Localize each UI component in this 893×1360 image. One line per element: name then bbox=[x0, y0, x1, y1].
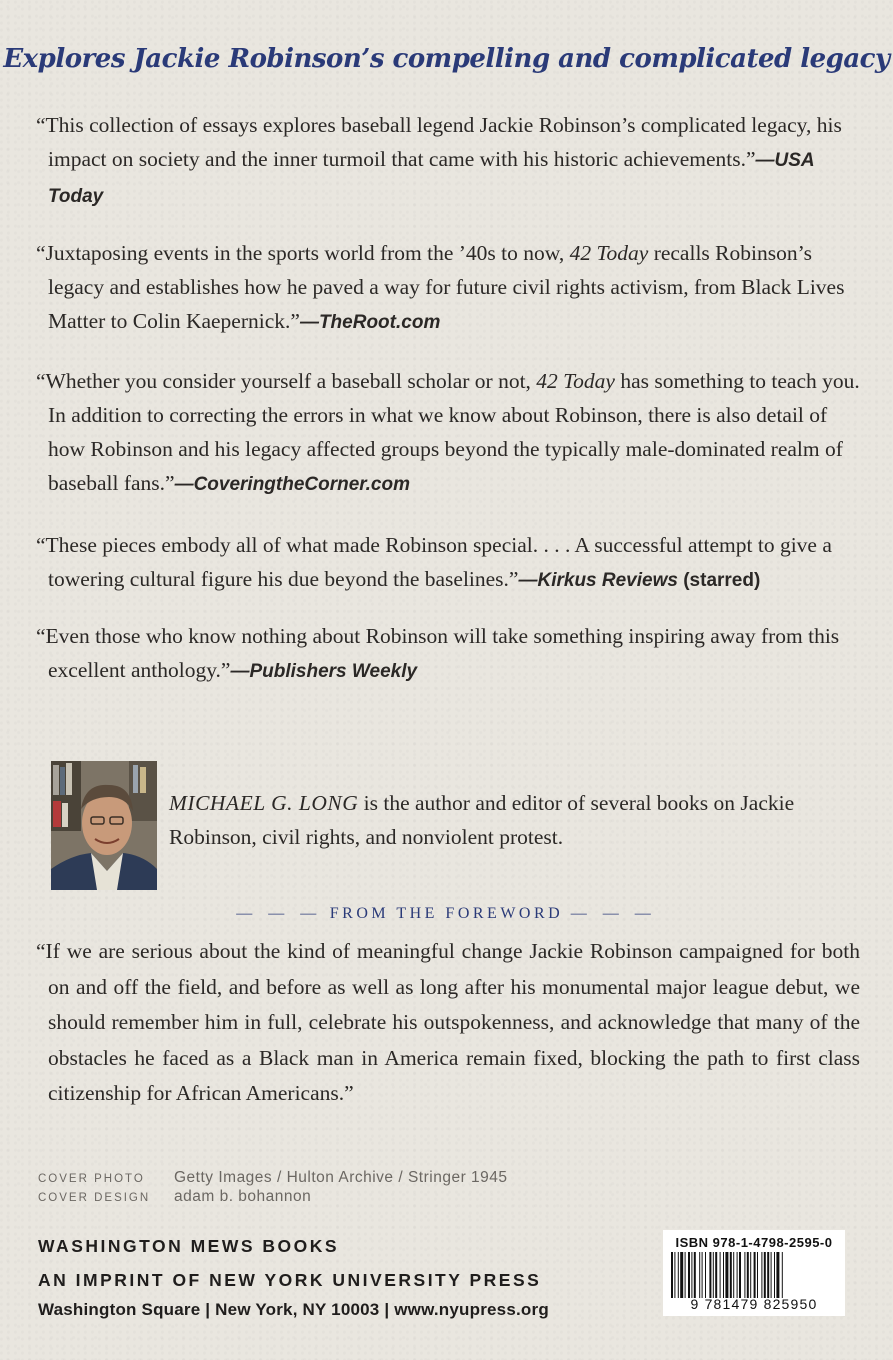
quote-source-note: (starred) bbox=[677, 570, 761, 591]
book-title: 42 Today bbox=[536, 369, 615, 393]
barcode-bar bbox=[725, 1252, 728, 1298]
barcode-bar bbox=[709, 1252, 711, 1298]
quote-source: —CoveringtheCorner.com bbox=[174, 474, 410, 495]
barcode-bar bbox=[782, 1252, 783, 1298]
barcode-bar bbox=[747, 1252, 749, 1298]
barcode-bar bbox=[715, 1252, 717, 1298]
quote-source: —Publishers Weekly bbox=[230, 661, 418, 682]
isbn-text: ISBN 978-1-4798-2595-0 bbox=[675, 1235, 833, 1250]
credit-value: Getty Images / Hulton Archive / Stringer 1945 bbox=[174, 1169, 508, 1186]
barcode-bar bbox=[767, 1252, 769, 1298]
barcode-bar bbox=[713, 1252, 714, 1298]
barcode-bar bbox=[671, 1252, 673, 1298]
review-quote bbox=[36, 528, 868, 598]
barcode-bar bbox=[678, 1252, 679, 1298]
barcode-bar bbox=[720, 1252, 721, 1298]
barcode-bar bbox=[699, 1252, 700, 1298]
barcode-bar bbox=[691, 1252, 692, 1298]
barcode-bar bbox=[754, 1252, 756, 1298]
barcode-bar bbox=[674, 1252, 675, 1298]
book-title: 42 Today bbox=[569, 241, 649, 265]
quote-text: “These pieces embody all of what made Robinson special. . . . A successful attempt to give a towering cultural figure his due beyond the baselines.” bbox=[36, 533, 832, 591]
author-name: MICHAEL G. LONG bbox=[169, 791, 359, 815]
foreword-heading bbox=[0, 905, 893, 923]
barcode-bar bbox=[688, 1252, 690, 1298]
review-quote bbox=[36, 108, 868, 214]
barcode-bar bbox=[737, 1252, 738, 1298]
quote-text: “This collection of essays explores baseball legend Jackie Robinson’s complicated legacy, his impact on society and the inner turmoil that came with his historic achievements.” bbox=[36, 113, 842, 171]
author-bio bbox=[169, 786, 849, 854]
quote-source: —Kirkus Reviews bbox=[518, 570, 678, 591]
credit-design bbox=[38, 1188, 508, 1207]
barcode-digits: 9 781479 825950 bbox=[690, 1296, 818, 1312]
barcode-bar bbox=[685, 1252, 686, 1298]
barcode-bar bbox=[757, 1252, 758, 1298]
author-portrait bbox=[51, 761, 157, 890]
quote-text: “Whether you consider yourself a baseball scholar or not, bbox=[36, 369, 537, 393]
barcode-bar bbox=[750, 1252, 751, 1298]
credit-value: adam b. bohannon bbox=[174, 1188, 312, 1205]
decorative-dashes-left: — — — bbox=[236, 905, 323, 922]
review-quote bbox=[36, 619, 868, 689]
barcode-bar bbox=[694, 1252, 696, 1298]
cover-credits bbox=[38, 1169, 508, 1207]
barcode-bar bbox=[739, 1252, 741, 1298]
foreword-label: FROM THE FOREWORD bbox=[329, 905, 564, 922]
barcode-bar bbox=[733, 1252, 734, 1298]
isbn-barcode bbox=[663, 1230, 845, 1316]
quote-source: —USA Today bbox=[48, 150, 814, 207]
foreword-quote: “If we are serious about the kind of meaningful change Jackie Robinson campaigned for both on and off the field, and before as well as long after his monumental major league debut, we should remember him in full, celebrate his outspokenness, and acknowledge that many of the obstacles he faced as a Black man in America remain fixed, blocking the path to first class citizenship for African Americans.” bbox=[36, 939, 860, 1105]
credit-label: COVER DESIGN bbox=[38, 1192, 151, 1204]
publisher-address: Washington Square | New York, NY 10003 | www.nyupress.org bbox=[38, 1300, 549, 1319]
barcode-bar bbox=[774, 1252, 775, 1298]
barcode-bar bbox=[776, 1252, 779, 1298]
imprint-name: WASHINGTON MEWS BOOKS bbox=[38, 1236, 340, 1256]
decorative-dashes-right: — — — bbox=[570, 905, 657, 922]
quote-text: “Even those who know nothing about Robinson will take something inspiring away from this excellent anthology.” bbox=[36, 624, 840, 682]
publisher-block bbox=[38, 1236, 549, 1320]
barcode-bar bbox=[723, 1252, 724, 1298]
author-description: is the author and editor of several books on Jackie Robinson, civil rights, and nonviolent protest. bbox=[169, 791, 795, 849]
quote-text: recalls Robinson’s legacy and establishes how he paved a way for future civil rights activism, from Black Lives Matter to Colin Kaepernick.” bbox=[48, 241, 845, 333]
barcode-bar bbox=[705, 1252, 706, 1298]
barcode-bar bbox=[730, 1252, 732, 1298]
quote-source: —TheRoot.com bbox=[299, 312, 441, 333]
barcode-bar bbox=[680, 1252, 683, 1298]
credit-label: COVER PHOTO bbox=[38, 1173, 145, 1185]
barcode-bar bbox=[702, 1252, 703, 1298]
review-quote bbox=[36, 364, 868, 502]
quote-text: has something to teach you. In addition to correcting the errors in what we know about Robinson, there is also detail of how Robinson and his legacy affected groups beyond the typically male-dominated realm of baseball fans.” bbox=[48, 369, 860, 495]
tagline: Explores Jackie Robinson’s compelling and complicated legacy bbox=[3, 44, 890, 74]
barcode-bar bbox=[764, 1252, 766, 1298]
barcode-bar bbox=[771, 1252, 772, 1298]
barcode-bar bbox=[744, 1252, 745, 1298]
barcode-bar bbox=[761, 1252, 762, 1298]
credit-photo bbox=[38, 1169, 508, 1188]
quote-text: “Juxtaposing events in the sports world from the ’40s to now, bbox=[36, 241, 570, 265]
author-photo bbox=[51, 761, 157, 890]
imprint-parent: AN IMPRINT OF NEW YORK UNIVERSITY PRESS bbox=[38, 1270, 542, 1290]
review-quote bbox=[36, 236, 868, 340]
barcode-bars bbox=[671, 1252, 837, 1298]
